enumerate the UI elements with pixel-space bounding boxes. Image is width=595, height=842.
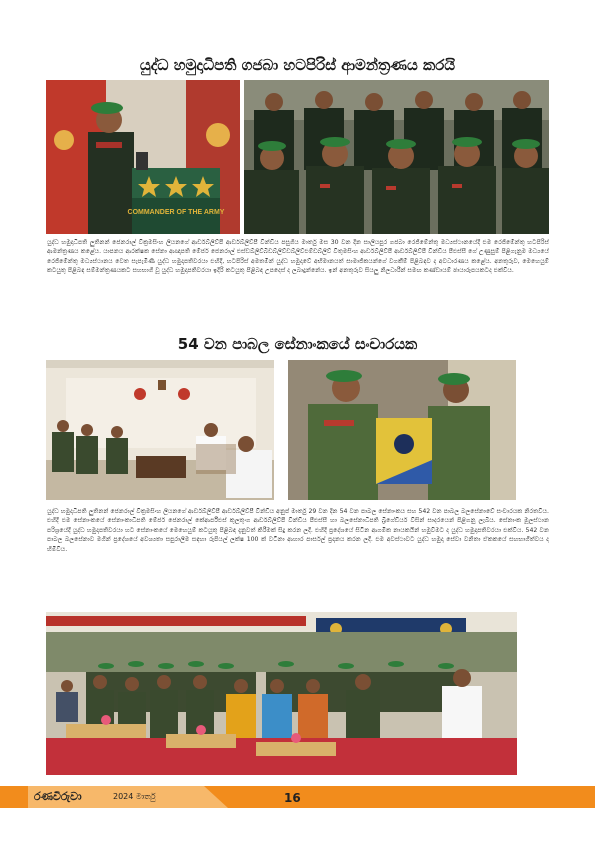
article2-headline: 54 වන පාබල සේනාංකයේ සංචාරයක (177, 335, 418, 353)
article2-body: යුද්ධ හමුදාධිපති ලුතිනන් ජෙනරාල් වික්‍රමසිංහ ලියනගේ ආර්ඩබ්ලිව්පී ආර්ඩබ්ලිව්පී වින්ඩිය අනුප් මාර්තු 29 වන දින 54 වන පාබල සේනාංකය සහ 542 වන පාබල බලසේනාවේ සංචාරයක නිරතවිය. එහිදී එම සේනාංකයේ සේනාංකාධිපති මේජර් ජෙනරාල් කේආර්පීඑස් කුලතුංග ආර්ඩබ්ලිව්පී වින්ඩිය පීඑස්සී හා බලසේනාධිපති බ්‍රිගේඩියර් විසින් සාදරයෙන් පිළිගනු ලැබීය. සේනාංක මූලස්ථාන පරිශ්‍රයේදී යුද්ධ හමුදාපතිවරයා හට සේනාංකයේ මෙහෙයුම් කටයුතු පිළිබඳ දැනුවත් කිරීමක් සිදු කරන ලදී. එහිදී ප්‍රදේශයේ සිටින ආගමික නායකයින් හමුවීමට ද යුද්ධ හමුදාපතිවරයා එක්විය. 542 වන පාබල බලසේනාව මගින් ප්‍රදේශයේ අවශ්‍යතා සපුරාලීම සඳහා රුපියල් ලක්ෂ 100 ක් වටිනා ආහාර පාර්සල් ප්‍රදානය කරන ලදී. එම අවස්ථාවට යුද්ධ හමුදා සේවා වනිතා ඒකකයේ සහභාගීත්වය ද හිමිවිය. (47, 508, 549, 553)
meeting-scene-illustration (46, 360, 274, 500)
article1-body: යුද්ධ හමුදාධිපති ලුතිනන් ජෙනරාල් වික්‍රමසිංහ ලියනගේ ආර්ඩබ්ලිව්පී ආර්ඩබ්ලිව්පී වින්ඩිය පසුගිය මාර්තු මස 30 වන දින සාලියපුර ගජබා රෙජිමේන්තු මධ්‍යස්ථානයේදී එම රෙජිමේන්තු හටපිරිස් ආමන්ත්‍රණය කළේය. යාපනය ආරක්ෂක සේනා ආඥාපති මේජර් ජෙනරාල් එස්ඩබ්ලිව්බීඩබ්ලිව්ඩබ්ලිව්එම්ඩබ්ලිව් විතුමසිංහ ආර්ඩබ්ලිව්පී ආර්ඩබ්ලිව්පී වින්ඩිය පීඑස්සී ගේ උණුසුම් පිළිගැනුම මධ්‍යයේ රෙජිමේන්තු මධ්‍යස්ථානය වෙත සැපැමිණි යුද්ධ හමුදාපතිවරයා එහිදී, හටපිරිස් අමතමින් යුද්ධ හමුදාවේ අභිමානයත් සාමාජිකයන්ගේ වගකීම් පිළිබඳව ද අවධාරණය කළේය. අනතුරුව, මෙහෙයුම් කටයුතු පිළිබඳ සම්මන්ත්‍රණයකට සහභාගි වූ යුද්ධ හමුදාපතිවරයා ඉදිරි කටයුතු පිළිබඳ උපදෙස් ද ලබාදුන්නේය. ඉන් අනතුරුව සියලු නිලධාරීන් සමඟ කණ්ඩායම් ඡායාරූපයකටද එක්විය. (47, 239, 549, 275)
donation-scene-illustration (288, 360, 516, 500)
ceremony-scene-illustration (46, 612, 517, 775)
article1-headline: යුද්ධ හමුදාධිපති ගජබා හටපිරිස් ආමන්ත්‍රණය කරයි (139, 56, 456, 74)
magazine-brand: රණවිරුවා (34, 790, 82, 803)
photo-parcel-donation (288, 360, 516, 500)
photo-meeting-religious-leader (46, 360, 274, 500)
page-number: 16 (284, 791, 301, 805)
photo-troops-audience (244, 80, 549, 234)
issue-date: 2024 මාර්තු (113, 792, 156, 801)
troops-scene-illustration (244, 80, 549, 234)
podium-scene-illustration (46, 80, 240, 234)
photo-commander-podium (46, 80, 240, 234)
podium-plaque-text: COMMANDER OF THE ARMY (127, 209, 225, 216)
photo-ceremony-guests (46, 612, 517, 775)
